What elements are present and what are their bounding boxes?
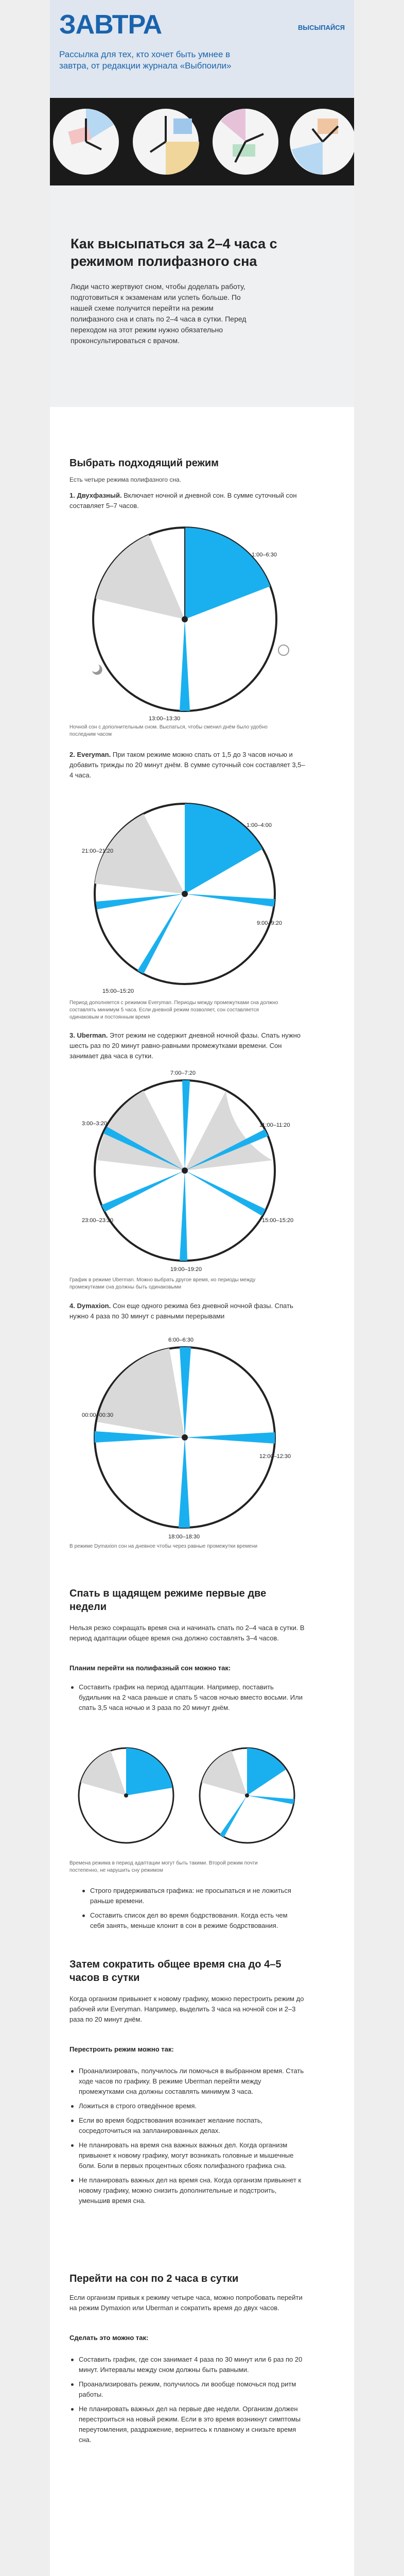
mode2-label-d: 15:00–15:20 — [102, 988, 134, 994]
mode3-description — [69, 1030, 306, 1061]
section3-plan-title: Перестроить режим можно так: — [69, 2045, 174, 2053]
section2-title: Спать в щадящем режиме первые две недели — [69, 1588, 267, 1613]
section2-step3: Составить список дел во время бодрствования. Когда есть чем себя занять, меньше клонит в сон в режиме бодрствования. — [81, 1910, 297, 1931]
mode3-label-c: 15:00–15:20 — [262, 1217, 294, 1224]
section3-step5: Не планировать важных дел на время сна. Когда организм привыкнет к новому графику, можно снизить дополнительные и подстроить, уменьшив время сна. — [69, 2175, 306, 2206]
mode4-label-b: 12:00–12:30 — [259, 1453, 291, 1460]
section3-title: Затем сократить общее время сна до 4–5 часов в сутки — [69, 1959, 282, 1984]
section2-step1: Составить график на период адаптации. Например, поставить будильник на 2 часа раньше и спать 5 часов ночью вместо восьми. Или спать 3,5 часа ночью и 3 раза по 20 минут днём. — [69, 1682, 306, 1713]
mode1-name: 1. Двухфазный. — [69, 492, 122, 499]
adaptation-clock-2 — [200, 1748, 294, 1843]
brand-subtitle: ВЫСЫПАЙСЯ — [297, 24, 345, 31]
mode4-clock — [82, 1334, 298, 1540]
mode1-text: Включает ночной и дневной сон. В сумме суточный сон составляет 5–7 часов. — [69, 492, 297, 510]
mode1-caption: Ночной сон с дополнительным сном. Выспаться, чтобы сменил днём было удобно последним часом — [69, 724, 268, 737]
mode3-label-e: 23:00–23:20 — [82, 1217, 114, 1224]
mode2-label-a: 1:00–4:00 — [247, 822, 272, 828]
mode3-label-b: 11:00–11:20 — [259, 1122, 290, 1128]
mode3-text: Этот режим не содержит дневной ночной фазы. Спать нужно шесть раз по 20 минут равно-равными промежутками времени. Сон занимает два часа в сутки. — [69, 1031, 301, 1060]
mode3-label-a: 7:00–7:20 — [170, 1070, 196, 1076]
section2-steps-bottom — [81, 1886, 297, 1935]
hero-illustration — [50, 98, 354, 185]
section3-step3: Если во время бодрствования возникает желание поспать, сосредоточиться на запланированных делах. — [69, 2115, 306, 2136]
mode3-caption: График в режиме Uberman. Можно выбрать другое время, но периоды между промежутками сна должны быть одинаковыми — [69, 1277, 256, 1290]
section4-body: Если организм привык к режиму четыре часа, можно попробовать перейти на режим Dymaxion или Uberman и сократить время до двух часов. — [69, 2294, 303, 2312]
mode2-name: 2. Everyman. — [69, 751, 111, 758]
mode1-clock — [82, 516, 298, 722]
hero-clock-1 — [53, 109, 119, 175]
mode4-label-d: 00:00–00:30 — [82, 1412, 114, 1418]
intro-paragraph: Люди часто жертвуют сном, чтобы доделать работу, подготовиться к экзаменам или успеть больше. По нашей схеме получится перейти на режим полифазного сна и спать по 2–4 часа в сутки. Перед переходом на этот режим нужно обязательно проконсультироваться с врачом. — [71, 282, 247, 345]
section4-steps — [69, 2354, 306, 2449]
section1-lead: Есть четыре режима полифазного сна. — [69, 476, 182, 483]
hero-clock-2 — [133, 109, 199, 175]
section2-plan-title: Планим перейти на полифазный сон можно так: — [69, 1664, 231, 1672]
section1-title: Выбрать подходящий режим — [69, 457, 219, 469]
section3-step2: Ложиться в строго отведённое время. — [69, 2101, 306, 2111]
section3-step1: Проанализировать, получилось ли помочься в выбранном время. Стать ходе часов по графику. В режиме Uberman перейти между промежутками сна должны составлять минимум 3 часа. — [69, 2066, 306, 2097]
section3-step4: Не планировать на время сна важных важных дел. Когда организм привыкнет к новому графику, могут возникать головные и мышечные боли. Боли в первых процентных сбоях полифазного графика сна. — [69, 2140, 306, 2171]
section3-body: Когда организм привыкнет к новому графику, можно перестроить режим до рабочей или Everyman. Например, выделить 3 часа на ночной сон и 2–3 раза по 20 минут днём. — [69, 1995, 304, 2023]
mode4-label-c: 18:00–18:30 — [168, 1534, 200, 1540]
intro-section — [50, 185, 354, 407]
adaptation-clocks — [69, 1741, 306, 1850]
mode3-label-f: 3:00–3:20 — [82, 1121, 107, 1127]
sun-icon — [278, 645, 289, 655]
newsletter-header — [50, 0, 354, 98]
mode4-caption: В режиме Dymaxion сон на дневное чтобы через равные промежутки времени — [69, 1544, 258, 1549]
section3-steps — [69, 2066, 306, 2210]
mode2-caption: Период дополняется с режимом Everyman. Периоды между промежутками сна должно составлять минимум 5 часа. Если дневной режим позволяет, сон составляется одинаковым и постоянным время — [69, 1000, 278, 1020]
hero-clock-4 — [290, 109, 354, 175]
mode4-name: 4. Dymaxion. — [69, 1302, 111, 1310]
brand-logo[interactable]: ЗАВТРА — [59, 10, 162, 40]
mode2-label-c: 9:00–9:20 — [257, 920, 282, 926]
hero-clock-3 — [213, 109, 278, 175]
mode4-description — [69, 1301, 306, 1321]
mode2-description — [69, 750, 306, 781]
mode2-clock — [82, 791, 298, 997]
moon-icon — [92, 665, 102, 675]
mode2-label-b: 21:00–21:20 — [82, 848, 114, 854]
article-title: Как высыпаться за 2–4 часа с режимом полифазного сна — [71, 236, 277, 269]
mode3-clock — [82, 1067, 298, 1274]
section2-steps-top — [69, 1682, 306, 1717]
mode4-label-a: 6:00–6:30 — [168, 1337, 194, 1343]
section2-caption: Времена режима в период адаптации могут быть такими. Второй режим почти постепенно, не нарушить сну режимом — [69, 1860, 258, 1873]
mode1-label-day: 13:00–13:30 — [149, 716, 181, 722]
section4-title: Перейти на сон по 2 часа в сутки — [69, 2273, 239, 2284]
section2-body: Нельзя резко сокращать время сна и начинать спать по 2–4 часа в сутки. В период адаптации общее время сна должно составлять 3–4 часов. — [69, 1624, 305, 1642]
mode2-text: При таком режиме можно спать от 1,5 до 3 часов ночью и добавить трижды по 20 минут днём. В сумме суточный сон составляет 3,5–4 часа. — [69, 751, 305, 779]
mode4-text: Сон еще одного режима без дневной ночной фазы. Спать нужно 4 раза по 30 минут с равными перерывами — [69, 1302, 293, 1320]
mode3-label-d: 19:00–19:20 — [170, 1266, 202, 1273]
mode3-name: 3. Uberman. — [69, 1031, 108, 1039]
mode1-label-night: 1:00–6:30 — [252, 552, 277, 558]
section4-step3: Не планировать важных дел на первые две недели. Организм должен перестроиться на новый режим. Если в это время возникнут симптомы переутомления, раздражение, вернитесь к плавному и снизьте время сна. — [69, 2404, 306, 2445]
section4-step2: Проанализировать режим, получилось ли вообще помочься под ритм работы. — [69, 2379, 306, 2400]
main-content-card — [50, 407, 354, 2576]
section4-step1: Составить график, где сон занимает 4 раза по 30 минут или 6 раз по 20 минут. Интервалы между сном должны быть равными. — [69, 2354, 306, 2375]
mode1-description — [69, 490, 301, 511]
adaptation-clock-1 — [79, 1748, 173, 1843]
section2-step2: Строго придерживаться графика: не просыпаться и не ложиться раньше времени. — [81, 1886, 297, 1906]
header-description: Рассылка для тех, кто хочет быть умнее в завтра, от редакции журнала «Выбпоили» — [59, 49, 232, 71]
section4-plan-title: Сделать это можно так: — [69, 2334, 149, 2342]
